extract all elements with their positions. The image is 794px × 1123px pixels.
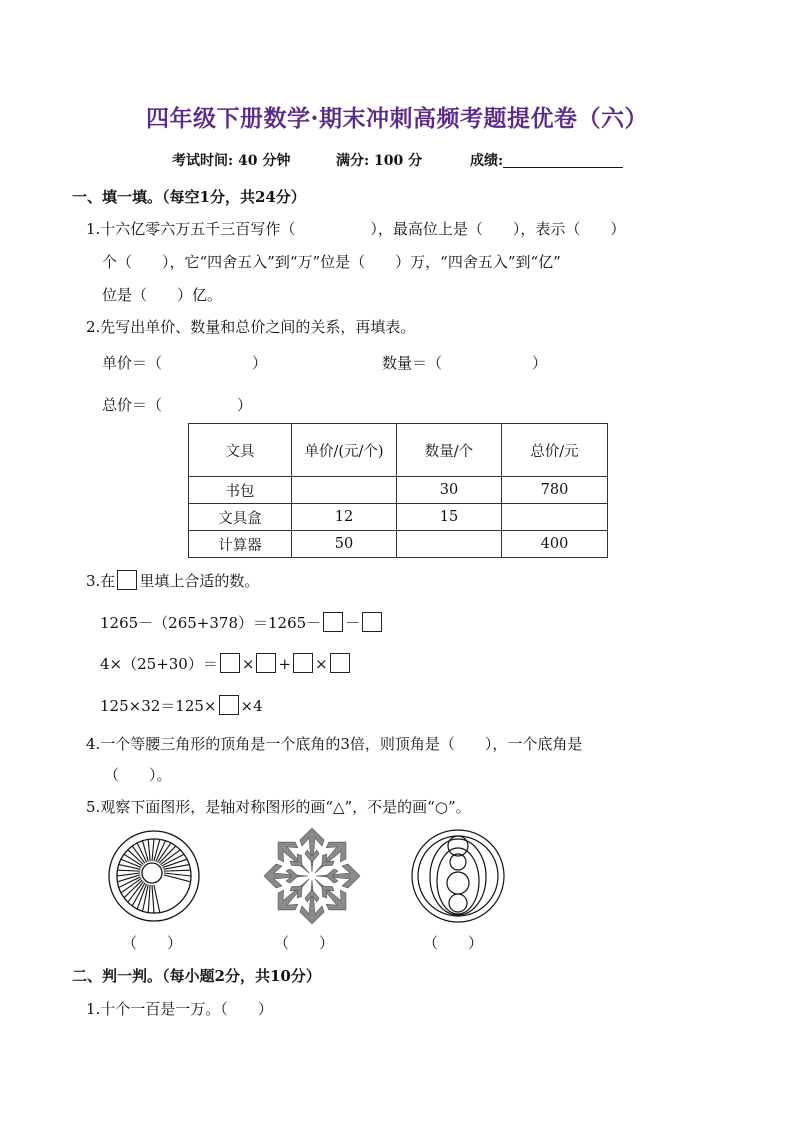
table-cell: 50 bbox=[292, 531, 397, 558]
q2-total: 总价＝（ ） bbox=[102, 396, 253, 414]
s2-q1: 1.十个一百是一万。（ ） bbox=[86, 1000, 273, 1018]
q2-quantity: 数量＝（ ） bbox=[382, 354, 548, 372]
price-table bbox=[188, 423, 608, 558]
table-row bbox=[189, 477, 608, 504]
answer-box[interactable] bbox=[293, 653, 313, 673]
q4-line2: （ ）。 bbox=[104, 766, 172, 784]
eq-operator: × bbox=[315, 655, 328, 673]
table-row bbox=[189, 504, 608, 531]
q4-line1: 4.一个等腰三角形的顶角是一个底角的3倍，则顶角是（ ），一个底角是 bbox=[86, 735, 583, 753]
table-header-cell: 总价/元 bbox=[502, 424, 608, 477]
q1-line2: 个（ ），它“四舍五入”到“万”位是（ ）万，“四舍五入”到“亿” bbox=[102, 253, 561, 271]
answer-box bbox=[117, 570, 137, 590]
eq-operator: － bbox=[345, 614, 361, 632]
grade-field bbox=[470, 150, 623, 170]
exam-time: 考试时间: 40 分钟 bbox=[172, 153, 291, 169]
table-row bbox=[189, 531, 608, 558]
table-cell: 书包 bbox=[189, 477, 292, 504]
q3-line1 bbox=[86, 570, 259, 591]
table-cell: 计算器 bbox=[189, 531, 292, 558]
answer-box[interactable] bbox=[330, 653, 350, 673]
table-cell[interactable] bbox=[292, 477, 397, 504]
answer-box[interactable] bbox=[220, 653, 240, 673]
eq-text: 1265－（265+378）＝1265－ bbox=[100, 614, 322, 632]
eq-operator: × bbox=[241, 655, 255, 673]
table-cell[interactable] bbox=[397, 531, 502, 558]
q5-answer-3[interactable]: （ ） bbox=[423, 934, 484, 952]
answer-box[interactable] bbox=[219, 695, 239, 715]
table-header-cell: 文具 bbox=[189, 424, 292, 477]
table-cell: 30 bbox=[397, 477, 502, 504]
answer-box[interactable] bbox=[323, 612, 343, 632]
eq-text: 4×（25+30）＝ bbox=[100, 655, 218, 673]
q3-equation-2 bbox=[100, 653, 352, 674]
full-score: 满分: 100 分 bbox=[336, 153, 423, 169]
table-cell: 12 bbox=[292, 504, 397, 531]
table-header-row bbox=[189, 424, 608, 477]
figure-nested-circles bbox=[408, 826, 508, 926]
grade-label: 成绩: bbox=[470, 153, 504, 169]
table-cell: 400 bbox=[502, 531, 608, 558]
answer-box[interactable] bbox=[362, 612, 382, 632]
answer-box[interactable] bbox=[256, 653, 276, 673]
q3-equation-3 bbox=[100, 695, 263, 716]
section-2-heading: 二、判一判。（每小题2分，共10分） bbox=[72, 967, 321, 985]
section-1-heading: 一、填一填。（每空1分，共24分） bbox=[72, 188, 306, 206]
table-header-cell: 单价/(元/个) bbox=[292, 424, 397, 477]
figure-arrow-snowflake bbox=[262, 826, 362, 926]
q5-line1: 5.观察下面图形，是轴对称图形的画“△”，不是的画“○”。 bbox=[86, 798, 471, 816]
q1-line3: 位是（ ）亿。 bbox=[102, 286, 223, 304]
eq-text: ×4 bbox=[240, 697, 263, 715]
q5-answer-1[interactable]: （ ） bbox=[122, 934, 183, 952]
q5-answer-2[interactable]: （ ） bbox=[274, 934, 335, 952]
q3-equation-1 bbox=[100, 612, 384, 633]
eq-text: 125×32＝125× bbox=[100, 697, 217, 715]
q2-unit-price: 单价＝（ ） bbox=[102, 354, 268, 372]
q1-line1: 1.十六亿零六万五千三百写作（ ），最高位上是（ ），表示（ ） bbox=[86, 220, 626, 238]
q3-text-b: 里填上合适的数。 bbox=[139, 572, 260, 590]
table-header-cell: 数量/个 bbox=[397, 424, 502, 477]
table-cell: 780 bbox=[502, 477, 608, 504]
q3-text-a: 3.在 bbox=[86, 572, 116, 590]
table-cell[interactable] bbox=[502, 504, 608, 531]
grade-blank[interactable] bbox=[503, 153, 623, 168]
table-cell: 15 bbox=[397, 504, 502, 531]
table-cell: 文具盒 bbox=[189, 504, 292, 531]
eq-operator: + bbox=[278, 655, 292, 673]
page-title: 四年级下册数学·期末冲刺高频考题提优卷（六） bbox=[145, 105, 648, 132]
q2-line1: 2.先写出单价、数量和总价之间的关系，再填表。 bbox=[86, 318, 416, 336]
figure-circle-fan bbox=[104, 826, 204, 926]
